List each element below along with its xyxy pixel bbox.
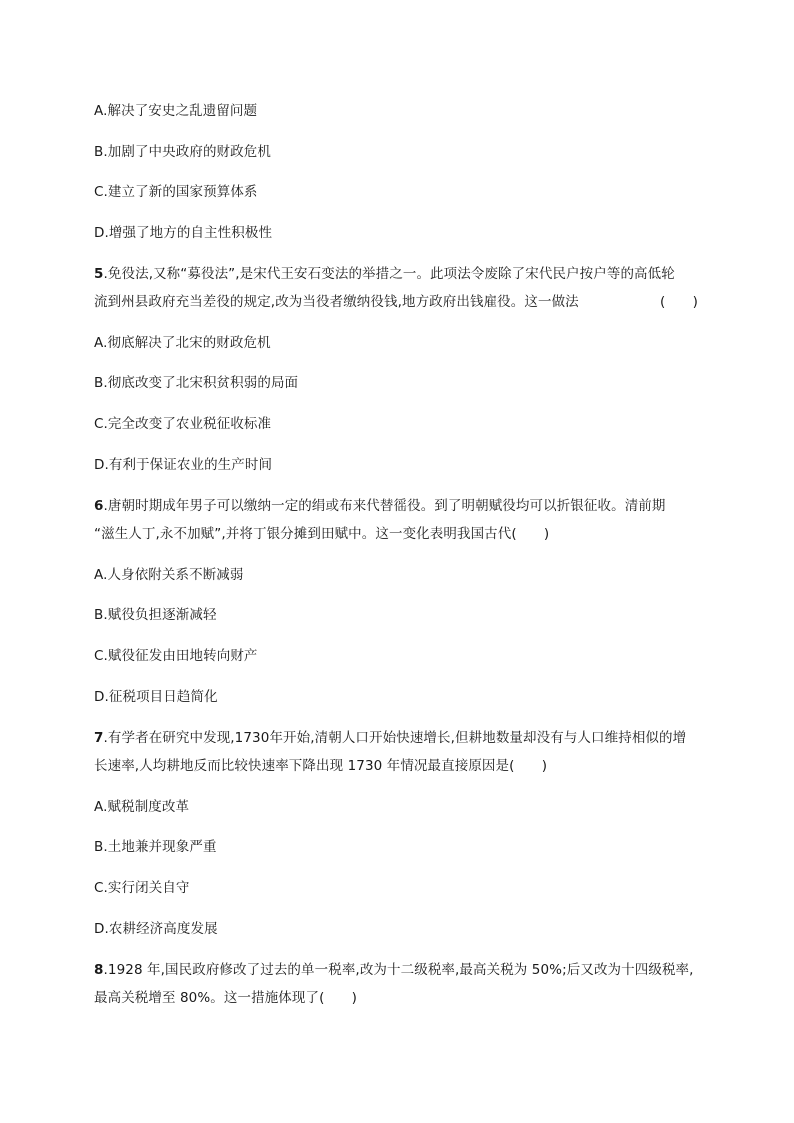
q8-stem-line1 [94, 960, 694, 980]
q6-stem-line2: “滋生人丁,永不加赋”,并将丁银分摊到田赋中。这一变化表明我国古代( ) [94, 526, 550, 542]
q6-option-a: A.人身依附关系不断减弱 [94, 567, 244, 583]
q8-stem-text1: .1928 年,国民政府修改了过去的单一税率,改为十二级税率,最高关税为 50%;后又改为十四级税率, [103, 962, 694, 978]
q8-number: 8 [94, 962, 104, 978]
q7-stem-line1 [94, 728, 686, 748]
q4-option-c: C.建立了新的国家预算体系 [94, 184, 258, 200]
q7-number: 7 [94, 730, 104, 746]
q7-stem-line2: 长速率,人均耕地反而比较快速率下降出现 1730 年情况最直接原因是( ) [94, 758, 548, 774]
q4-option-b: B.加剧了中央政府的财政危机 [94, 144, 271, 160]
q5-stem-line1 [94, 264, 675, 284]
q7-option-a: A.赋税制度改革 [94, 799, 190, 815]
q7-option-b: B.土地兼并现象严重 [94, 839, 217, 855]
q7-option-c: C.实行闭关自守 [94, 880, 190, 896]
q5-option-a: A.彻底解决了北宋的财政危机 [94, 335, 271, 351]
q5-option-b: B.彻底改变了北宋积贫积弱的局面 [94, 375, 299, 391]
q5-stem-text1: .免役法,又称“募役法”,是宋代王安石变法的举措之一。此项法令废除了宋代民户按户等的高低轮 [103, 266, 675, 282]
q6-option-c: C.赋役征发由田地转向财产 [94, 648, 258, 664]
q5-stem-text2: 流到州县政府充当差役的规定,改为当役者缴纳役钱,地方政府出钱雇役。这一做法 [94, 294, 579, 310]
q5-number: 5 [94, 266, 104, 282]
q7-option-d: D.农耕经济高度发展 [94, 921, 218, 937]
q6-number: 6 [94, 498, 104, 514]
q5-option-c: C.完全改变了农业税征收标准 [94, 416, 272, 432]
q7-stem-text1: .有学者在研究中发现,1730年开始,清朝人口开始快速增长,但耕地数量却没有与人口维持相似的增 [103, 730, 687, 746]
q8-stem-line2: 最高关税增至 80%。这一措施体现了( ) [94, 990, 358, 1006]
q6-stem-text1: .唐朝时期成年男子可以缴纳一定的绢或布来代替徭役。到了明朝赋役均可以折银征收。清前期 [103, 498, 666, 514]
q4-option-a: A.解决了安史之乱遗留问题 [94, 103, 258, 119]
q6-stem-line1 [94, 496, 666, 516]
q6-option-d: D.征税项目日趋简化 [94, 689, 218, 705]
q6-option-b: B.赋役负担逐渐减轻 [94, 607, 217, 623]
q5-stem-line2 [94, 292, 704, 312]
q4-option-d: D.增强了地方的自主性积极性 [94, 225, 273, 241]
q5-option-d: D.有利于保证农业的生产时间 [94, 457, 273, 473]
q5-answer-blank: ( ) [660, 294, 698, 310]
